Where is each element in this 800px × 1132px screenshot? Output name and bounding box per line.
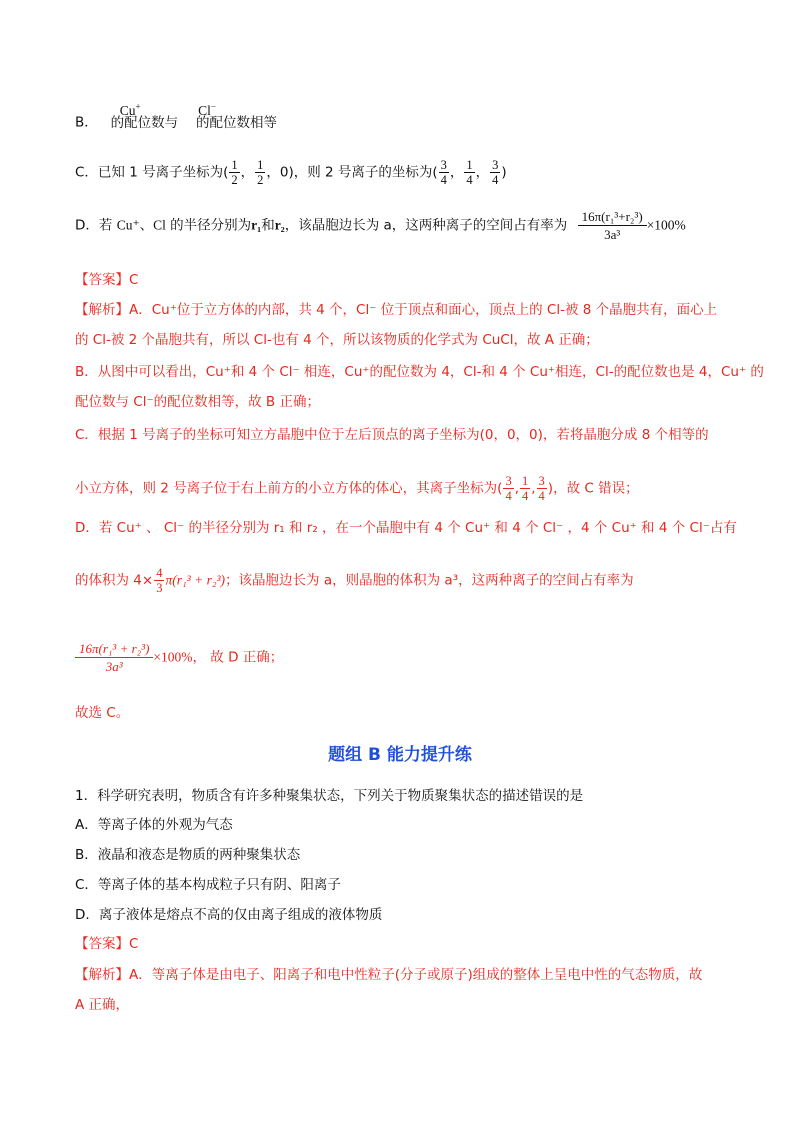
explanation-line: A 正确， (75, 997, 130, 1013)
fraction: $\frac{3}{4}$ (492, 158, 499, 187)
question-stem: 1．科学研究表明，物质含有许多种聚集状态，下列关于物质聚集状态的描述错误的是 (75, 788, 584, 804)
answer-1: 【答案】C (75, 272, 139, 288)
cu-ion: Cu+ (119, 101, 141, 118)
fraction: $\frac{1}{2}$ (257, 158, 264, 187)
choice-a: A．等离子体的外观为气态 (75, 817, 233, 833)
fraction: $\frac{4}{3}$ (156, 566, 163, 595)
explanation-line: C．根据 1 号离子的坐标可知立方晶胞中位于左后顶点的离子坐标为(0，0，0)，若将晶胞分成 8 个相等的 (75, 427, 709, 443)
fraction: $\frac{3}{4}$ (440, 158, 447, 187)
explanation-line: 的 Cl-被 2 个晶胞共有，所以 Cl-也有 4 个，所以该物质的化学式为 CuCl，故 A 正确； (75, 332, 599, 348)
explanation-line: 的体积为 4× $\frac{4}{3}$ π(r₁³ + r₂³)；该晶胞边长为 a，则晶胞的体积为 a³，这两种离子的空间占有率为 (75, 566, 634, 595)
explanation-line: 配位数与 Cl⁻的配位数相等，故 B 正确； (75, 394, 320, 410)
explanation-line: 小立方体，则 2 号离子位于右上前方的小立方体的体心，其离子坐标为( $\frac{3}{4}$ , $\frac{1}{4}$ , $\frac{3}{4}$ )，故 C 错误； (75, 474, 639, 503)
fraction: $\frac{1}{2}$ (231, 158, 238, 187)
fraction: $\frac{1}{4}$ (466, 158, 473, 187)
cl-ion: Cl− (198, 101, 216, 118)
fraction: $\frac{1}{4}$ (522, 474, 529, 503)
choice-c: C．等离子体的基本构成粒子只有阴、阳离子 (75, 877, 341, 893)
choice-d: D．离子液体是熔点不高的仅由离子组成的液体物质 (75, 907, 383, 923)
occupancy-fraction: $\frac{\text{16π(r₁³+r₂³)}}{\text{3a³}}$ (578, 208, 647, 243)
answer-2: 【答案】C (75, 936, 139, 952)
explanation-line: B．从图中可以看出，Cu⁺和 4 个 Cl⁻ 相连，Cu⁺的配位数为 4，Cl-和 4 个 Cu⁺相连，Cl-的配位数也是 4，Cu⁺ 的 (75, 364, 764, 380)
option-c: C．已知 1 号离子坐标为( $\frac{1}{2}$ ， $\frac{1}{2}$ ，0)，则 2 号离子的坐标为( $\frac{3}{4}$ ， $\frac{1}{4}$ ， $\frac{3}{4}$ ) (75, 158, 507, 187)
fraction: $\frac{3}{4}$ (505, 474, 512, 503)
explanation-line: D．若 Cu⁺ 、 Cl⁻ 的半径分别为 r₁ 和 r₂ ，在一个晶胞中有 4 个 Cu⁺ 和 4 个 Cl⁻ ，4 个 Cu⁺ 和 4 个 Cl⁻占有 (75, 520, 737, 536)
option-b: B．Cu+的配位数与Cl−的配位数相等 (75, 101, 277, 131)
section-heading: 题组 B 能力提升练 (328, 745, 472, 765)
option-d: D．若 Cu⁺、Cl 的半径分别为r₁和r₂，该晶胞边长为 a，这两种离子的空间占有率为 $\frac{\text{16π(r₁³+r₂³)}}{\text{3a³}}$ ×100% (75, 209, 686, 242)
occupancy-fraction: $\frac{\text{16π(r₁³ + r₂³)}}{\text{3a³}}$ (75, 640, 153, 675)
explanation-line: 【解析】A．Cu⁺位于立方体的内部，共 4 个，Cl⁻ 位于顶点和面心，顶点上的 Cl-被 8 个晶胞共有，面心上 (75, 302, 718, 318)
explanation-line: 【解析】A．等离子体是由电子、阳离子和电中性粒子(分子或原子)组成的整体上呈电中性的气态物质，故 (75, 967, 703, 983)
explanation-line: 故选 C。 (75, 705, 130, 721)
fraction: $\frac{3}{4}$ (538, 474, 545, 503)
explanation-line: $\frac{\text{16π(r₁³ + r₂³)}}{\text{3a³}}$ ×100%， 故 D 正确； (75, 640, 283, 675)
choice-b: B．液晶和液态是物质的两种聚集状态 (75, 847, 301, 863)
